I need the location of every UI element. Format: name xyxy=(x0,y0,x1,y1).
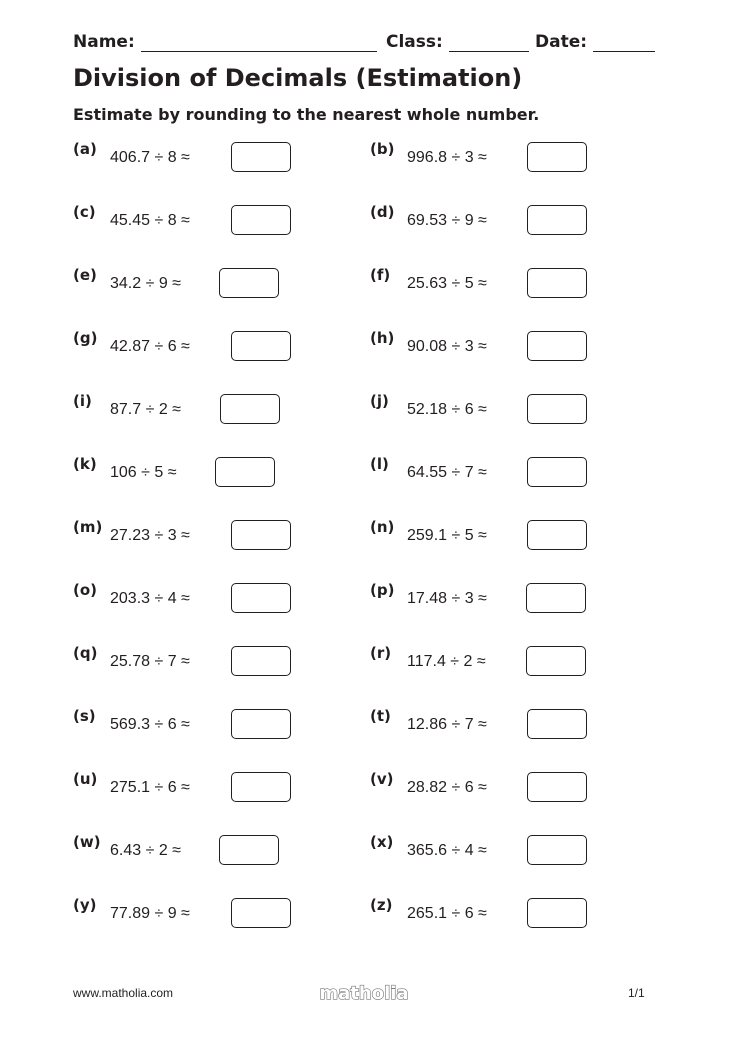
problem-letter: (r) xyxy=(370,644,392,662)
problem-expression: 27.23 ÷ 3 ≈ xyxy=(110,527,190,544)
problem-letter: (j) xyxy=(370,392,389,410)
answer-box[interactable] xyxy=(527,205,587,235)
answer-box[interactable] xyxy=(231,583,291,613)
problem-letter: (a) xyxy=(73,140,97,158)
answer-box[interactable] xyxy=(527,835,587,865)
answer-box[interactable] xyxy=(231,898,291,928)
problem-expression: 17.48 ÷ 3 ≈ xyxy=(407,590,487,607)
date-label: Date: xyxy=(535,32,588,52)
name-label: Name: xyxy=(73,32,135,52)
problem-expression: 90.08 ÷ 3 ≈ xyxy=(407,338,487,355)
answer-box[interactable] xyxy=(231,709,291,739)
problem-letter: (u) xyxy=(73,770,98,788)
class-field xyxy=(386,32,529,52)
answer-box[interactable] xyxy=(527,709,587,739)
problem-expression: 25.78 ÷ 7 ≈ xyxy=(110,653,190,670)
answer-box[interactable] xyxy=(527,331,587,361)
problem-expression: 365.6 ÷ 4 ≈ xyxy=(407,842,487,859)
problem-letter: (d) xyxy=(370,203,395,221)
problem-expression: 265.1 ÷ 6 ≈ xyxy=(407,905,487,922)
date-blank-line[interactable] xyxy=(593,35,655,52)
worksheet-title: Division of Decimals (Estimation) xyxy=(73,64,523,92)
answer-box[interactable] xyxy=(215,457,275,487)
problem-letter: (p) xyxy=(370,581,395,599)
problem-expression: 259.1 ÷ 5 ≈ xyxy=(407,527,487,544)
problem-expression: 12.86 ÷ 7 ≈ xyxy=(407,716,487,733)
problem-letter: (c) xyxy=(73,203,96,221)
problem-letter: (e) xyxy=(73,266,97,284)
worksheet-instructions: Estimate by rounding to the nearest whole number. xyxy=(73,105,540,124)
problem-letter: (b) xyxy=(370,140,395,158)
problem-letter: (k) xyxy=(73,455,97,473)
problem-expression: 25.63 ÷ 5 ≈ xyxy=(407,275,487,292)
class-blank-line[interactable] xyxy=(449,35,529,52)
problem-letter: (h) xyxy=(370,329,395,347)
matholia-logo xyxy=(316,980,412,1006)
problem-letter: (o) xyxy=(73,581,98,599)
answer-box[interactable] xyxy=(231,331,291,361)
problem-expression: 28.82 ÷ 6 ≈ xyxy=(407,779,487,796)
problem-expression: 117.4 ÷ 2 ≈ xyxy=(407,653,486,670)
answer-box[interactable] xyxy=(527,457,587,487)
problem-letter: (f) xyxy=(370,266,391,284)
answer-box[interactable] xyxy=(527,520,587,550)
answer-box[interactable] xyxy=(527,394,587,424)
problem-letter: (l) xyxy=(370,455,389,473)
problem-expression: 275.1 ÷ 6 ≈ xyxy=(110,779,190,796)
answer-box[interactable] xyxy=(219,268,279,298)
footer-website-url: www.matholia.com xyxy=(73,986,174,1000)
problem-expression: 69.53 ÷ 9 ≈ xyxy=(407,212,487,229)
problem-expression: 52.18 ÷ 6 ≈ xyxy=(407,401,487,418)
answer-box[interactable] xyxy=(231,205,291,235)
answer-box[interactable] xyxy=(527,772,587,802)
answer-box[interactable] xyxy=(220,394,280,424)
problem-expression: 569.3 ÷ 6 ≈ xyxy=(110,716,190,733)
answer-box[interactable] xyxy=(231,142,291,172)
page-number: 1/1 xyxy=(628,986,645,1000)
date-field xyxy=(535,32,655,52)
answer-box[interactable] xyxy=(526,583,586,613)
problem-letter: (v) xyxy=(370,770,394,788)
answer-box[interactable] xyxy=(527,142,587,172)
name-field xyxy=(73,32,377,52)
problem-letter: (t) xyxy=(370,707,391,725)
class-label: Class: xyxy=(386,32,443,52)
name-blank-line[interactable] xyxy=(141,35,377,52)
student-info-header xyxy=(73,32,653,56)
answer-box[interactable] xyxy=(231,520,291,550)
problem-letter: (w) xyxy=(73,833,101,851)
problem-expression: 45.45 ÷ 8 ≈ xyxy=(110,212,190,229)
problem-expression: 42.87 ÷ 6 ≈ xyxy=(110,338,190,355)
problem-expression: 77.89 ÷ 9 ≈ xyxy=(110,905,190,922)
answer-box[interactable] xyxy=(231,646,291,676)
problem-expression: 106 ÷ 5 ≈ xyxy=(110,464,177,481)
problem-letter: (g) xyxy=(73,329,98,347)
problem-letter: (i) xyxy=(73,392,92,410)
problem-expression: 406.7 ÷ 8 ≈ xyxy=(110,149,190,166)
problem-letter: (s) xyxy=(73,707,96,725)
problem-expression: 64.55 ÷ 7 ≈ xyxy=(407,464,487,481)
answer-box[interactable] xyxy=(231,772,291,802)
problem-letter: (m) xyxy=(73,518,103,536)
problem-letter: (n) xyxy=(370,518,395,536)
answer-box[interactable] xyxy=(527,268,587,298)
problem-expression: 87.7 ÷ 2 ≈ xyxy=(110,401,181,418)
answer-box[interactable] xyxy=(526,646,586,676)
answer-box[interactable] xyxy=(527,898,587,928)
logo-text: matholia xyxy=(319,983,409,1004)
problem-expression: 996.8 ÷ 3 ≈ xyxy=(407,149,487,166)
problem-letter: (q) xyxy=(73,644,98,662)
problem-letter: (x) xyxy=(370,833,394,851)
problem-letter: (z) xyxy=(370,896,393,914)
problem-letter: (y) xyxy=(73,896,97,914)
problem-expression: 6.43 ÷ 2 ≈ xyxy=(110,842,181,859)
problem-expression: 203.3 ÷ 4 ≈ xyxy=(110,590,190,607)
problem-expression: 34.2 ÷ 9 ≈ xyxy=(110,275,181,292)
answer-box[interactable] xyxy=(219,835,279,865)
